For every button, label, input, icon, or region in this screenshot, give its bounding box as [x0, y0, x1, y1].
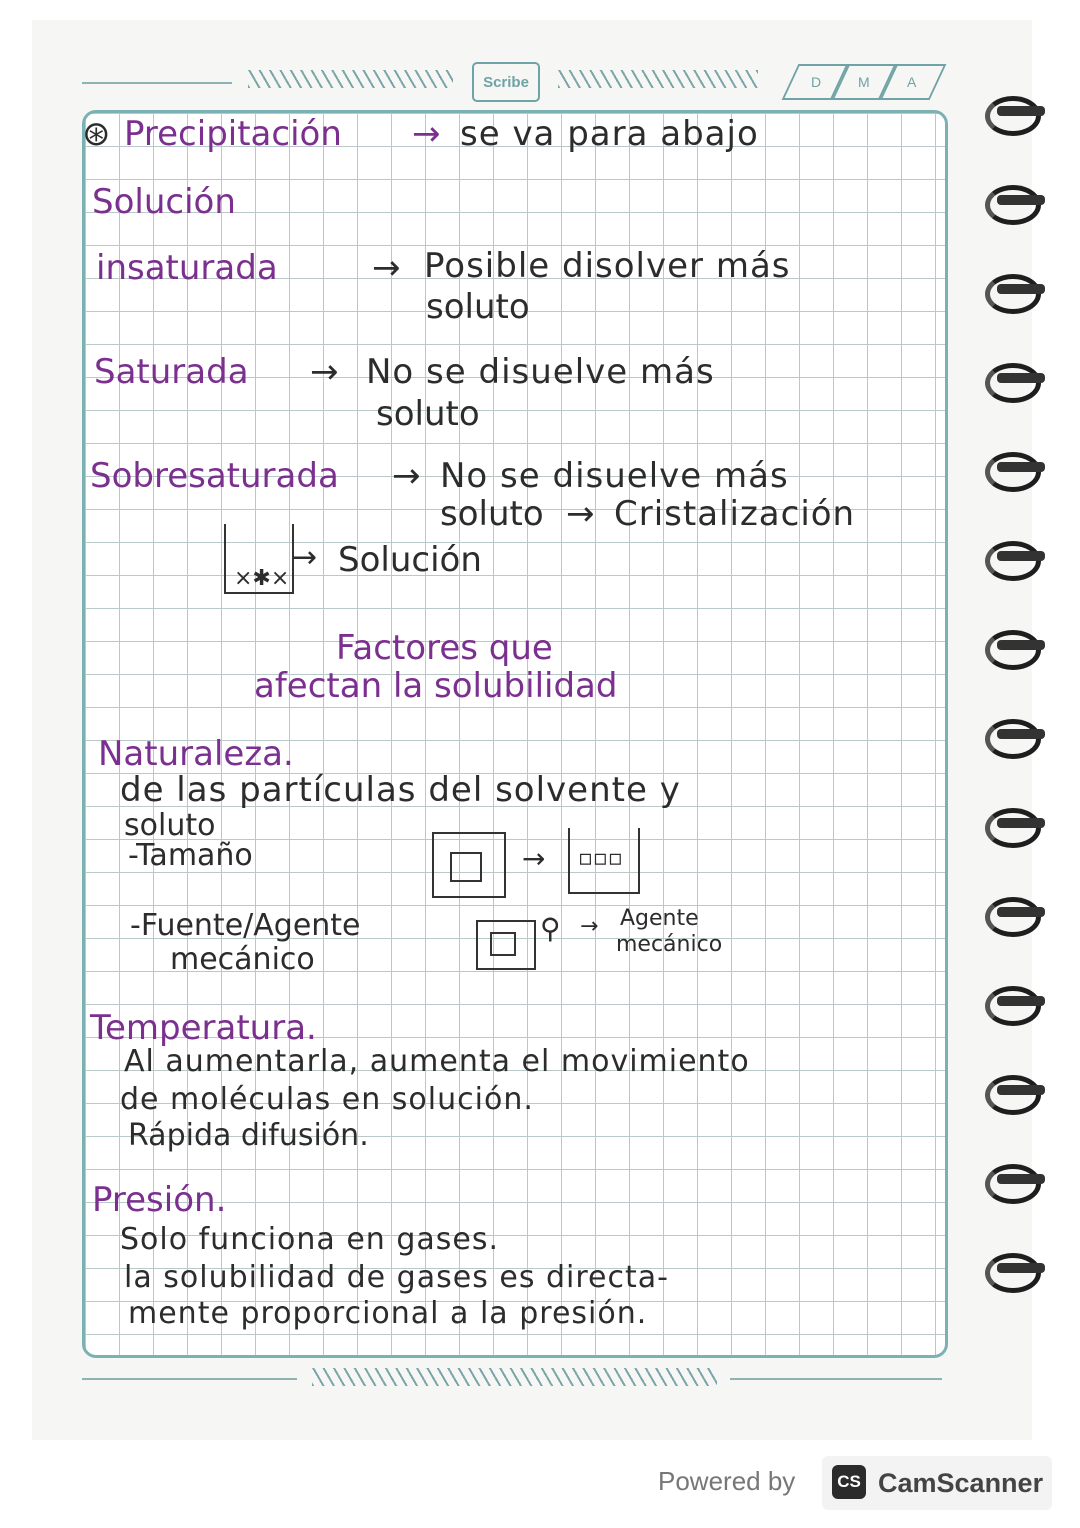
date-box-year: A — [878, 64, 947, 100]
spiral-ring — [985, 1156, 1045, 1206]
cristalizacion-term: Cristalización — [614, 494, 856, 534]
camscanner-badge — [822, 1456, 1052, 1510]
camscanner-name: CamScanner — [878, 1468, 1044, 1498]
sobresaturada-desc-1: No se disuelve más — [440, 456, 789, 496]
precipitacion-desc: se va para abajo — [460, 114, 759, 154]
header-hatch-left — [248, 70, 453, 88]
bullet-fuente-agente: -Fuente/Agente — [130, 908, 361, 943]
scribe-logo: Scribe — [472, 62, 540, 102]
spiral-ring — [985, 711, 1045, 761]
presion-line-3: mente proporcional a la presión. — [128, 1296, 648, 1331]
size-arrow: → — [522, 842, 546, 875]
precipitacion-arrow: → — [412, 114, 441, 154]
spiral-ring — [985, 266, 1045, 316]
sobresaturada-desc-2: soluto — [440, 494, 544, 534]
spiral-ring — [985, 978, 1045, 1028]
sobresaturada-arrow: → — [392, 456, 421, 496]
saturada-term: Saturada — [94, 352, 249, 392]
insaturada-desc-1: Posible disolver más — [424, 246, 791, 286]
crystal-marks: ×✱× — [234, 566, 290, 591]
solucion-heading: Solución — [92, 182, 236, 222]
spiral-ring — [985, 622, 1045, 672]
spiral-ring — [985, 1245, 1045, 1295]
sobresaturada-term: Sobresaturada — [90, 456, 339, 496]
factores-title-2: afectan la solubilidad — [254, 666, 618, 706]
temperatura-line-2: de moléculas en solución. — [120, 1082, 534, 1117]
precipitacion-term: Precipitación — [124, 114, 342, 154]
agent-label-2: mecánico — [616, 932, 723, 957]
spiral-ring — [985, 444, 1045, 494]
insaturada-desc-2: soluto — [426, 287, 530, 327]
header-hatch-right — [558, 70, 758, 88]
bullet-mecanico: mecánico — [170, 942, 315, 977]
presion-heading: Presión. — [92, 1180, 227, 1220]
temperatura-line-3: Rápida difusión. — [128, 1118, 369, 1153]
big-particle — [450, 852, 482, 882]
spiral-ring — [985, 355, 1045, 405]
spiral-ring — [985, 88, 1045, 138]
agent-arrow: → — [580, 914, 599, 939]
footer-rule-left — [82, 1378, 297, 1380]
presion-line-2: la solubilidad de gases es directa- — [124, 1260, 669, 1295]
footer-hatch — [312, 1368, 717, 1386]
insaturada-arrow: → — [372, 248, 401, 288]
camscanner-logo-icon: CS — [832, 1465, 866, 1499]
stir-particle — [490, 932, 516, 956]
small-particles: ▫▫▫ — [578, 846, 623, 871]
spiral-ring — [985, 889, 1045, 939]
factores-title-1: Factores que — [336, 628, 553, 668]
agent-label-1: Agente — [620, 906, 699, 931]
saturada-desc-1: No se disuelve más — [366, 352, 715, 392]
sobresaturada-arrow-2: → — [566, 494, 595, 534]
saturada-desc-2: soluto — [376, 394, 480, 434]
naturaleza-line-1: de las partículas del solvente y — [120, 770, 681, 810]
spoon-icon: ⚲ — [540, 912, 561, 945]
naturaleza-line-2: soluto — [124, 808, 216, 843]
powered-by-text: Powered by — [658, 1466, 796, 1496]
spiral-ring — [985, 177, 1045, 227]
beaker-label: Solución — [338, 540, 482, 580]
presion-line-1: Solo funciona en gases. — [120, 1222, 500, 1257]
precipitacion-marker: ⊛ — [82, 114, 111, 154]
beaker-arrow: → — [292, 540, 318, 575]
header-rule-left — [82, 82, 232, 84]
bullet-tamano: -Tamaño — [128, 838, 253, 873]
saturada-arrow: → — [310, 352, 339, 392]
date-box-day: D — [782, 64, 851, 100]
spiral-ring — [985, 533, 1045, 583]
temperatura-line-1: Al aumentarla, aumenta el movimiento — [124, 1044, 750, 1079]
footer-rule-right — [730, 1378, 942, 1380]
temperatura-heading: Temperatura. — [90, 1008, 317, 1048]
naturaleza-heading: Naturaleza. — [98, 734, 294, 774]
spiral-ring — [985, 800, 1045, 850]
insaturada-term: insaturada — [96, 248, 278, 288]
spiral-ring — [985, 1067, 1045, 1117]
date-box-month: M — [830, 64, 899, 100]
